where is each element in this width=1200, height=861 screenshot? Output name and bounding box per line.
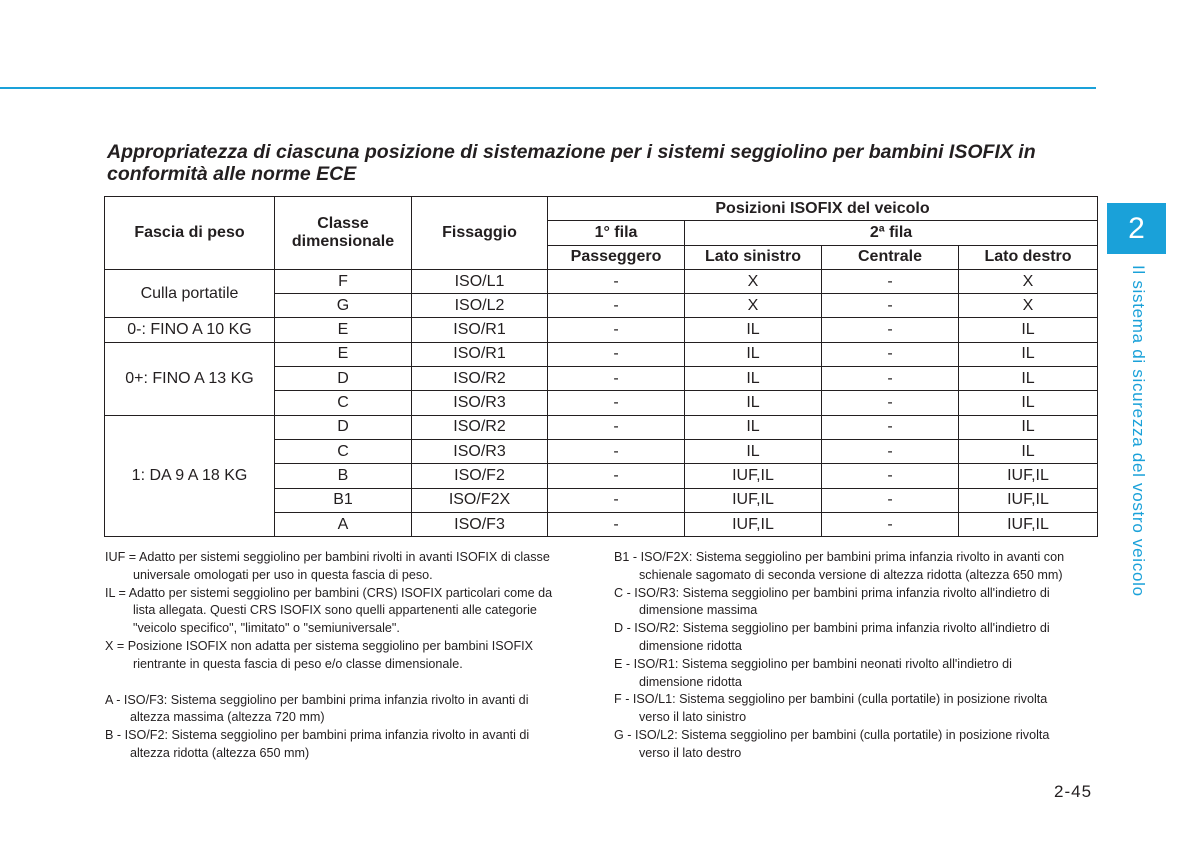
header-first-row: 1° fila xyxy=(548,221,685,245)
table-cell: - xyxy=(822,512,959,536)
table-cell: - xyxy=(548,391,685,415)
legend-il-line: lista allegata. Questi CRS ISOFIX sono quelli appartenenti alle categorie xyxy=(133,603,537,618)
table-cell: X xyxy=(685,269,822,293)
table-row xyxy=(105,342,1098,366)
table-cell: - xyxy=(548,464,685,488)
table-cell: IL xyxy=(685,391,822,415)
table-cell: ISO/R1 xyxy=(412,342,548,366)
legend-a-line: A - ISO/F3: Sistema seggiolino per bambini prima infanzia rivolto in avanti di xyxy=(105,692,529,707)
table-cell: ISO/L2 xyxy=(412,294,548,318)
table-cell: - xyxy=(822,294,959,318)
table-cell: ISO/F2 xyxy=(412,464,548,488)
table-cell: X xyxy=(959,294,1098,318)
header-center: Centrale xyxy=(822,245,959,269)
table-cell: - xyxy=(548,415,685,439)
table-cell: E xyxy=(275,318,412,342)
table-cell: IL xyxy=(685,439,822,463)
legend-d-line: dimensione ridotta xyxy=(639,638,742,653)
legend-x-line: X = Posizione ISOFIX non adatta per sistema seggiolino per bambini ISOFIX xyxy=(105,638,534,653)
table-cell: IL xyxy=(685,318,822,342)
header-size-class: Classe dimensionale xyxy=(275,197,412,270)
legend-b1-line: schienale sagomato di seconda versione di altezza ridotta (altezza 650 mm) xyxy=(639,567,1063,582)
header-passenger: Passeggero xyxy=(548,245,685,269)
legend-f-line: F - ISO/L1: Sistema seggiolino per bambini (culla portatile) in posizione rivolta xyxy=(614,692,1048,707)
table-cell: - xyxy=(548,318,685,342)
section-heading: Appropriatezza di ciascuna posizione di sistemazione per i sistemi seggiolino per bambini ISOFIX in conformità alle norme ECE xyxy=(107,141,1036,185)
isofix-table xyxy=(104,196,1098,537)
table-cell: IL xyxy=(959,318,1098,342)
table-cell: X xyxy=(959,269,1098,293)
legend-e-line: dimensione ridotta xyxy=(639,674,742,689)
table-cell: - xyxy=(548,294,685,318)
header-fixture: Fissaggio xyxy=(412,197,548,270)
table-cell: IL xyxy=(959,415,1098,439)
legend-il-line: "veicolo specifico", "limitato" o "semiuniversale". xyxy=(133,621,400,636)
legend-iuf-line: IUF = Adatto per sistemi seggiolino per bambini rivolti in avanti ISOFIX di classe xyxy=(105,550,550,564)
legend-c-line: dimensione massima xyxy=(639,603,758,618)
weight-group-cell: 1: DA 9 A 18 KG xyxy=(105,415,275,536)
table-cell: ISO/R2 xyxy=(412,367,548,391)
table-cell: IL xyxy=(685,367,822,391)
table-cell: - xyxy=(548,488,685,512)
table-cell: IUF,IL xyxy=(959,512,1098,536)
table-row xyxy=(105,318,1098,342)
table-cell: - xyxy=(822,439,959,463)
table-cell: ISO/R3 xyxy=(412,439,548,463)
table-cell: IL xyxy=(959,342,1098,366)
weight-group-cell: Culla portatile xyxy=(105,269,275,318)
table-cell: - xyxy=(822,391,959,415)
table-cell: - xyxy=(548,342,685,366)
legend-f-line: verso il lato sinistro xyxy=(639,710,747,725)
legend-b-line: B - ISO/F2: Sistema seggiolino per bambini prima infanzia rivolto in avanti di xyxy=(105,728,530,743)
legend-right xyxy=(614,549,1094,763)
table-cell: ISO/F2X xyxy=(412,488,548,512)
legend-d-line: D - ISO/R2: Sistema seggiolino per bambini prima infanzia rivolto all'indietro di xyxy=(614,621,1050,636)
table-cell: D xyxy=(275,367,412,391)
table-cell: IUF,IL xyxy=(685,464,822,488)
table-cell: IUF,IL xyxy=(959,488,1098,512)
table-cell: ISO/R1 xyxy=(412,318,548,342)
table-cell: - xyxy=(822,342,959,366)
legend-il-line: IL = Adatto per sistemi seggiolino per bambini (CRS) ISOFIX particolari come da xyxy=(105,585,553,600)
table-cell: - xyxy=(822,464,959,488)
table-cell: - xyxy=(548,439,685,463)
weight-group-cell: 0+: FINO A 13 KG xyxy=(105,342,275,415)
table-row xyxy=(105,415,1098,439)
table-cell: - xyxy=(822,269,959,293)
table-cell: - xyxy=(822,415,959,439)
table-cell: IL xyxy=(685,415,822,439)
table-cell: E xyxy=(275,342,412,366)
table-cell: - xyxy=(822,367,959,391)
legend-b-line: altezza ridotta (altezza 650 mm) xyxy=(130,745,310,760)
header-rule xyxy=(0,87,1096,89)
table-cell: B1 xyxy=(275,488,412,512)
chapter-number-tab xyxy=(1107,203,1166,254)
table-cell: - xyxy=(548,367,685,391)
weight-group-cell: 0-: FINO A 10 KG xyxy=(105,318,275,342)
header-left-side: Lato sinistro xyxy=(685,245,822,269)
legend-e-line: E - ISO/R1: Sistema seggiolino per bambini neonati rivolto all'indietro di xyxy=(614,656,1012,671)
table-cell: IUF,IL xyxy=(685,488,822,512)
table-cell: - xyxy=(548,269,685,293)
table-cell: IUF,IL xyxy=(685,512,822,536)
table-cell: IL xyxy=(959,391,1098,415)
table-cell: ISO/F3 xyxy=(412,512,548,536)
legend-g-line: verso il lato destro xyxy=(639,745,742,760)
header-second-row: 2ª fila xyxy=(685,221,1098,245)
legend-iuf-line: universale omologati per uso in questa fascia di peso. xyxy=(133,567,433,582)
legend-left xyxy=(105,549,587,763)
legend-x-line: rientrante in questa fascia di peso e/o classe dimensionale. xyxy=(133,656,463,671)
table-cell: IL xyxy=(959,439,1098,463)
table-cell: B xyxy=(275,464,412,488)
header-weight: Fascia di peso xyxy=(105,197,275,270)
page-number: 2-45 xyxy=(1054,782,1093,801)
table-cell: IL xyxy=(959,367,1098,391)
table-row xyxy=(105,269,1098,293)
table-cell: C xyxy=(275,439,412,463)
table-cell: - xyxy=(822,318,959,342)
table-cell: A xyxy=(275,512,412,536)
table-cell: ISO/L1 xyxy=(412,269,548,293)
table-cell: ISO/R3 xyxy=(412,391,548,415)
legend-c-line: C - ISO/R3: Sistema seggiolino per bambini prima infanzia rivolto all'indietro di xyxy=(614,585,1050,600)
chapter-title: Il sistema di sicurezza del vostro veicolo xyxy=(1129,265,1148,597)
table-cell: X xyxy=(685,294,822,318)
table-cell: C xyxy=(275,391,412,415)
table-cell: IL xyxy=(685,342,822,366)
table-cell: G xyxy=(275,294,412,318)
legend-b1-line: B1 - ISO/F2X: Sistema seggiolino per bambini prima infanzia rivolto in avanti con xyxy=(614,550,1065,564)
table-cell: - xyxy=(548,512,685,536)
table-cell: ISO/R2 xyxy=(412,415,548,439)
table-cell: F xyxy=(275,269,412,293)
legend-g-line: G - ISO/L2: Sistema seggiolino per bambini (culla portatile) in posizione rivolta xyxy=(614,727,1050,742)
legend-a-line: altezza massima (altezza 720 mm) xyxy=(130,710,325,725)
chapter-number: 2 xyxy=(1128,211,1145,245)
table-cell: - xyxy=(822,488,959,512)
table-cell: IUF,IL xyxy=(959,464,1098,488)
table-cell: D xyxy=(275,415,412,439)
header-positions: Posizioni ISOFIX del veicolo xyxy=(548,197,1098,221)
header-right-side: Lato destro xyxy=(959,245,1098,269)
